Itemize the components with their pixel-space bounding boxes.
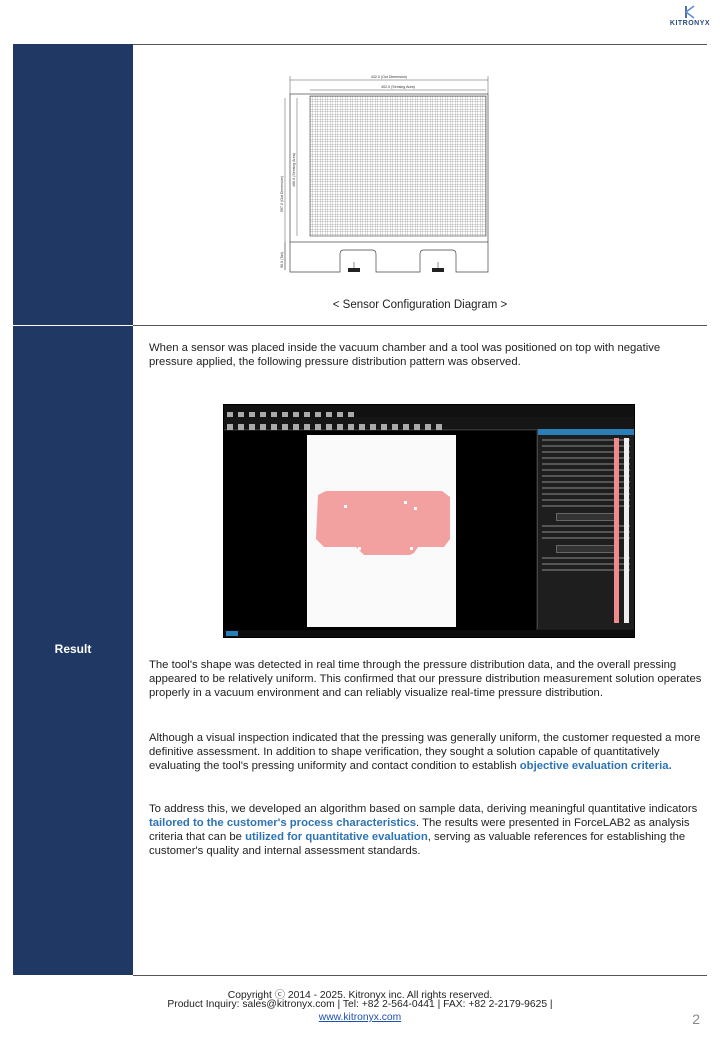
table-top-border bbox=[133, 44, 707, 45]
sensing-height-label: 466.0 (Sensing Area) bbox=[292, 153, 296, 187]
pressure-distribution-screenshot bbox=[223, 404, 635, 638]
scroll-bar bbox=[624, 438, 629, 623]
p4-highlight-1: tailored to the customer's process characteristics bbox=[149, 817, 417, 829]
p3-highlight: objective evaluation criteria. bbox=[519, 760, 672, 772]
p4-text-c: , serving as valuable references for establishing the customer's quality and internal assessment standards. bbox=[149, 831, 686, 857]
p4-text-a: To address this, we developed an algorithm based on sample data, deriving meaningful quantitative indicators bbox=[149, 803, 698, 815]
tail-label: 96.0 (Tail) bbox=[280, 252, 284, 268]
table-row-divider bbox=[133, 325, 707, 326]
table-label-column-top bbox=[13, 44, 133, 325]
footer-website-row bbox=[0, 1012, 720, 1023]
color-scale-bar bbox=[614, 438, 619, 623]
diagram-caption: < Sensor Configuration Diagram > bbox=[332, 299, 508, 311]
p3-text: Although a visual inspection indicated that the pressing was generally uniform, the customer requested a more definitive assessment. In addition to shape verification, they sought a solution capable of quantitatively evaluating the tool's pressing uniformity and contact condition to establish bbox=[149, 732, 701, 772]
kitronyx-logo-icon bbox=[682, 4, 698, 20]
app-menu-toolbar bbox=[224, 405, 634, 417]
result-label: Result bbox=[54, 642, 92, 656]
analysis-side-panel bbox=[537, 429, 634, 629]
footer-copyright: Copyright ⓒ 2014 - 2025. Kitronyx inc. All rights reserved. bbox=[227, 990, 493, 1001]
result-solution-paragraph bbox=[149, 802, 705, 858]
result-intro-paragraph: When a sensor was placed inside the vacuum chamber and a tool was positioned on top with negative pressure applied, the following pressure distribution pattern was observed. bbox=[149, 342, 661, 368]
page-number: 2 bbox=[692, 1011, 700, 1027]
result-detection-paragraph: The tool's shape was detected in real time through the pressure distribution data, and the overall pressing appeared to be relatively uniform. This confirmed that our pressure distribution measurement solution operates properly in a vacuum environment and can reliably visualize real-time pressure distribution. bbox=[149, 659, 702, 699]
website-link[interactable]: www.kitronyx.com bbox=[318, 1012, 402, 1023]
result-request-paragraph bbox=[149, 731, 705, 773]
sensor-configuration-diagram bbox=[280, 74, 498, 282]
logo-text: KITRONYX bbox=[669, 20, 711, 27]
outer-width-label: 432.0 (Out Dimension) bbox=[370, 75, 408, 79]
status-bar bbox=[224, 630, 634, 637]
table-bottom-border bbox=[133, 975, 707, 976]
company-logo bbox=[668, 4, 712, 27]
p4-text-b: . The results were presented in ForceLAB2 as analysis criteria that can be bbox=[149, 817, 690, 843]
p4-highlight-2: utilized for quantitative evaluation bbox=[245, 831, 428, 843]
outer-height-label: 597.0 (Out Dimension) bbox=[280, 175, 284, 213]
footer-inquiry: Product Inquiry: sales@kitronyx.com | Tel: +82 2-564-0441 | FAX: +82 2-2179-9625 | bbox=[167, 999, 553, 1010]
pressure-map-shape bbox=[314, 489, 454, 561]
sensing-width-label: 402.0 (Sensing Area) bbox=[381, 85, 415, 89]
